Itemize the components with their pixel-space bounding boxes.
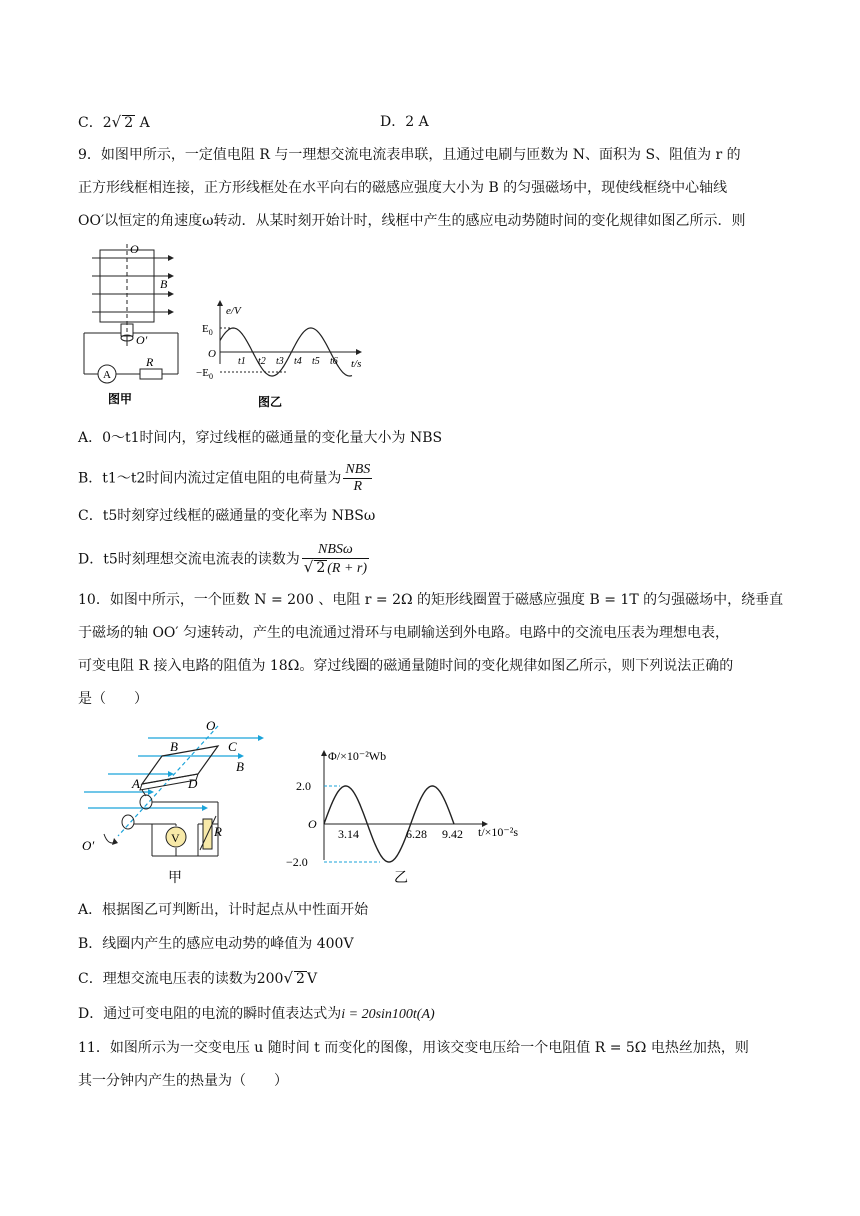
- y-axis-label: e/V: [226, 305, 241, 317]
- q10-figure-jia: [78, 716, 268, 886]
- label-d: D: [188, 776, 198, 791]
- q10-stem-line4: 是（ ）: [78, 691, 148, 707]
- label-o: O: [130, 242, 139, 256]
- origin-label: O: [308, 817, 317, 831]
- caption-yi: 乙: [394, 871, 408, 886]
- q9-option-c: C．t5时刻穿过线框的磁通量的变化率为 NBSω: [78, 508, 376, 524]
- q10-option-c: C．理想交流电压表的读数为200√ 2 V: [78, 969, 318, 987]
- x-axis-label: t/×10⁻²s: [478, 825, 519, 839]
- tick-label-t3: t3: [276, 356, 284, 367]
- y-tick-neg-2: −2.0: [286, 855, 308, 869]
- q8-option-d: D．2 A: [380, 114, 429, 130]
- caption-jia: 甲: [168, 871, 182, 886]
- x-tick-6-28: 6.28: [406, 827, 427, 841]
- q9-option-a: A．0～t1时间内，穿过线框的磁通量的变化量大小为 NBS: [78, 430, 443, 446]
- q9-option-b: B．t1～t2时间内流过定值电阻的电荷量为 $\frac{\text{NBS}}{R}$: [78, 462, 371, 494]
- tick-label-t6: t6: [330, 356, 338, 367]
- q10-option-b: B．线圈内产生的感应电动势的峰值为 400V: [78, 936, 354, 952]
- label-neg-e0: $-E_0$: [196, 367, 213, 381]
- caption-yi: 图乙: [258, 395, 283, 409]
- q9-stem-line3: OO′以恒定的角速度ω转动．从某时刻开始计时，线框中产生的感应电动势随时间的变化规律如图乙所示．则: [78, 213, 746, 229]
- label-b: B: [160, 277, 168, 291]
- q9-stem-line2: 正方形线框相连接，正方形线框处在水平向右的磁感应强度大小为 B 的匀强磁场中，现使线框绕中心轴线: [78, 180, 728, 196]
- q10-stem-line3: 可变电阻 R 接入电路的阻值为 18Ω。穿过线圈的磁通量随时间的变化规律如图乙所示，则下列说法正确的: [78, 658, 734, 674]
- q9-figure-jia: [78, 238, 188, 408]
- q10-stem-line1: 10．如图中所示，一个匝数 N = 200 、电阻 r = 2Ω 的矩形线圈置于磁感应强度 B = 1T 的匀强磁场中，绕垂直: [78, 592, 784, 608]
- label-a: A: [132, 776, 140, 791]
- q10-option-d: D．通过可变电阻的电流的瞬时值表达式为i = 20sin100t(A): [78, 1006, 435, 1022]
- x-tick-9-42: 9.42: [442, 827, 463, 841]
- tick-label-t1: t1: [238, 356, 246, 367]
- q9-stem-line1: 9．如图甲所示，一定值电阻 R 与一理想交流电流表串联，且通过电刷与匝数为 N、面积为 S、阻值为 r 的: [78, 147, 741, 163]
- q9-option-d: D．t5时刻理想交流电流表的读数为 $\frac{\text{NBSω}}{√ 2 (R + r)}$: [78, 542, 368, 576]
- label-e0: $E_0$: [202, 323, 213, 337]
- q10-stem-line2: 于磁场的轴 OO′ 匀速转动，产生的电流通过滑环与电刷输送到外电路。电路中的交流电压表为理想电表，: [78, 625, 730, 641]
- q8-option-c: C．2√ 2 A: [78, 113, 150, 131]
- q10-option-a: A．根据图乙可判断出，计时起点从中性面开始: [78, 902, 369, 918]
- label-o-prime: O′: [82, 838, 95, 853]
- q11-stem-line1: 11．如图所示为一交变电压 u 随时间 t 而变化的图像，用该交变电压给一个电阻值 R = 5Ω 电热丝加热，则: [78, 1040, 749, 1056]
- tick-label-t2: t2: [258, 356, 266, 367]
- label-ammeter: A: [103, 369, 111, 381]
- x-tick-3-14: 3.14: [338, 827, 359, 841]
- x-axis-label: t/s: [351, 358, 362, 370]
- caption-jia: 图甲: [108, 392, 133, 406]
- q9-figure-yi: [196, 300, 371, 408]
- label-c: C: [228, 739, 237, 754]
- label-b-top: B: [170, 739, 178, 754]
- label-o-prime: O′: [136, 333, 148, 347]
- label-o: O: [206, 718, 216, 733]
- label-b: B: [236, 759, 244, 774]
- label-voltmeter: V: [171, 831, 180, 845]
- tick-label-t5: t5: [312, 356, 320, 367]
- tick-label-t4: t4: [294, 356, 302, 367]
- y-tick-2: 2.0: [296, 779, 311, 793]
- y-axis-label: Φ/×10⁻²Wb: [328, 749, 387, 763]
- label-r: R: [214, 824, 222, 839]
- q11-stem-line2: 其一分钟内产生的热量为（ ）: [78, 1073, 288, 1089]
- origin-label: O: [208, 348, 216, 360]
- q10-figure-yi: [282, 748, 519, 888]
- label-r: R: [146, 355, 154, 369]
